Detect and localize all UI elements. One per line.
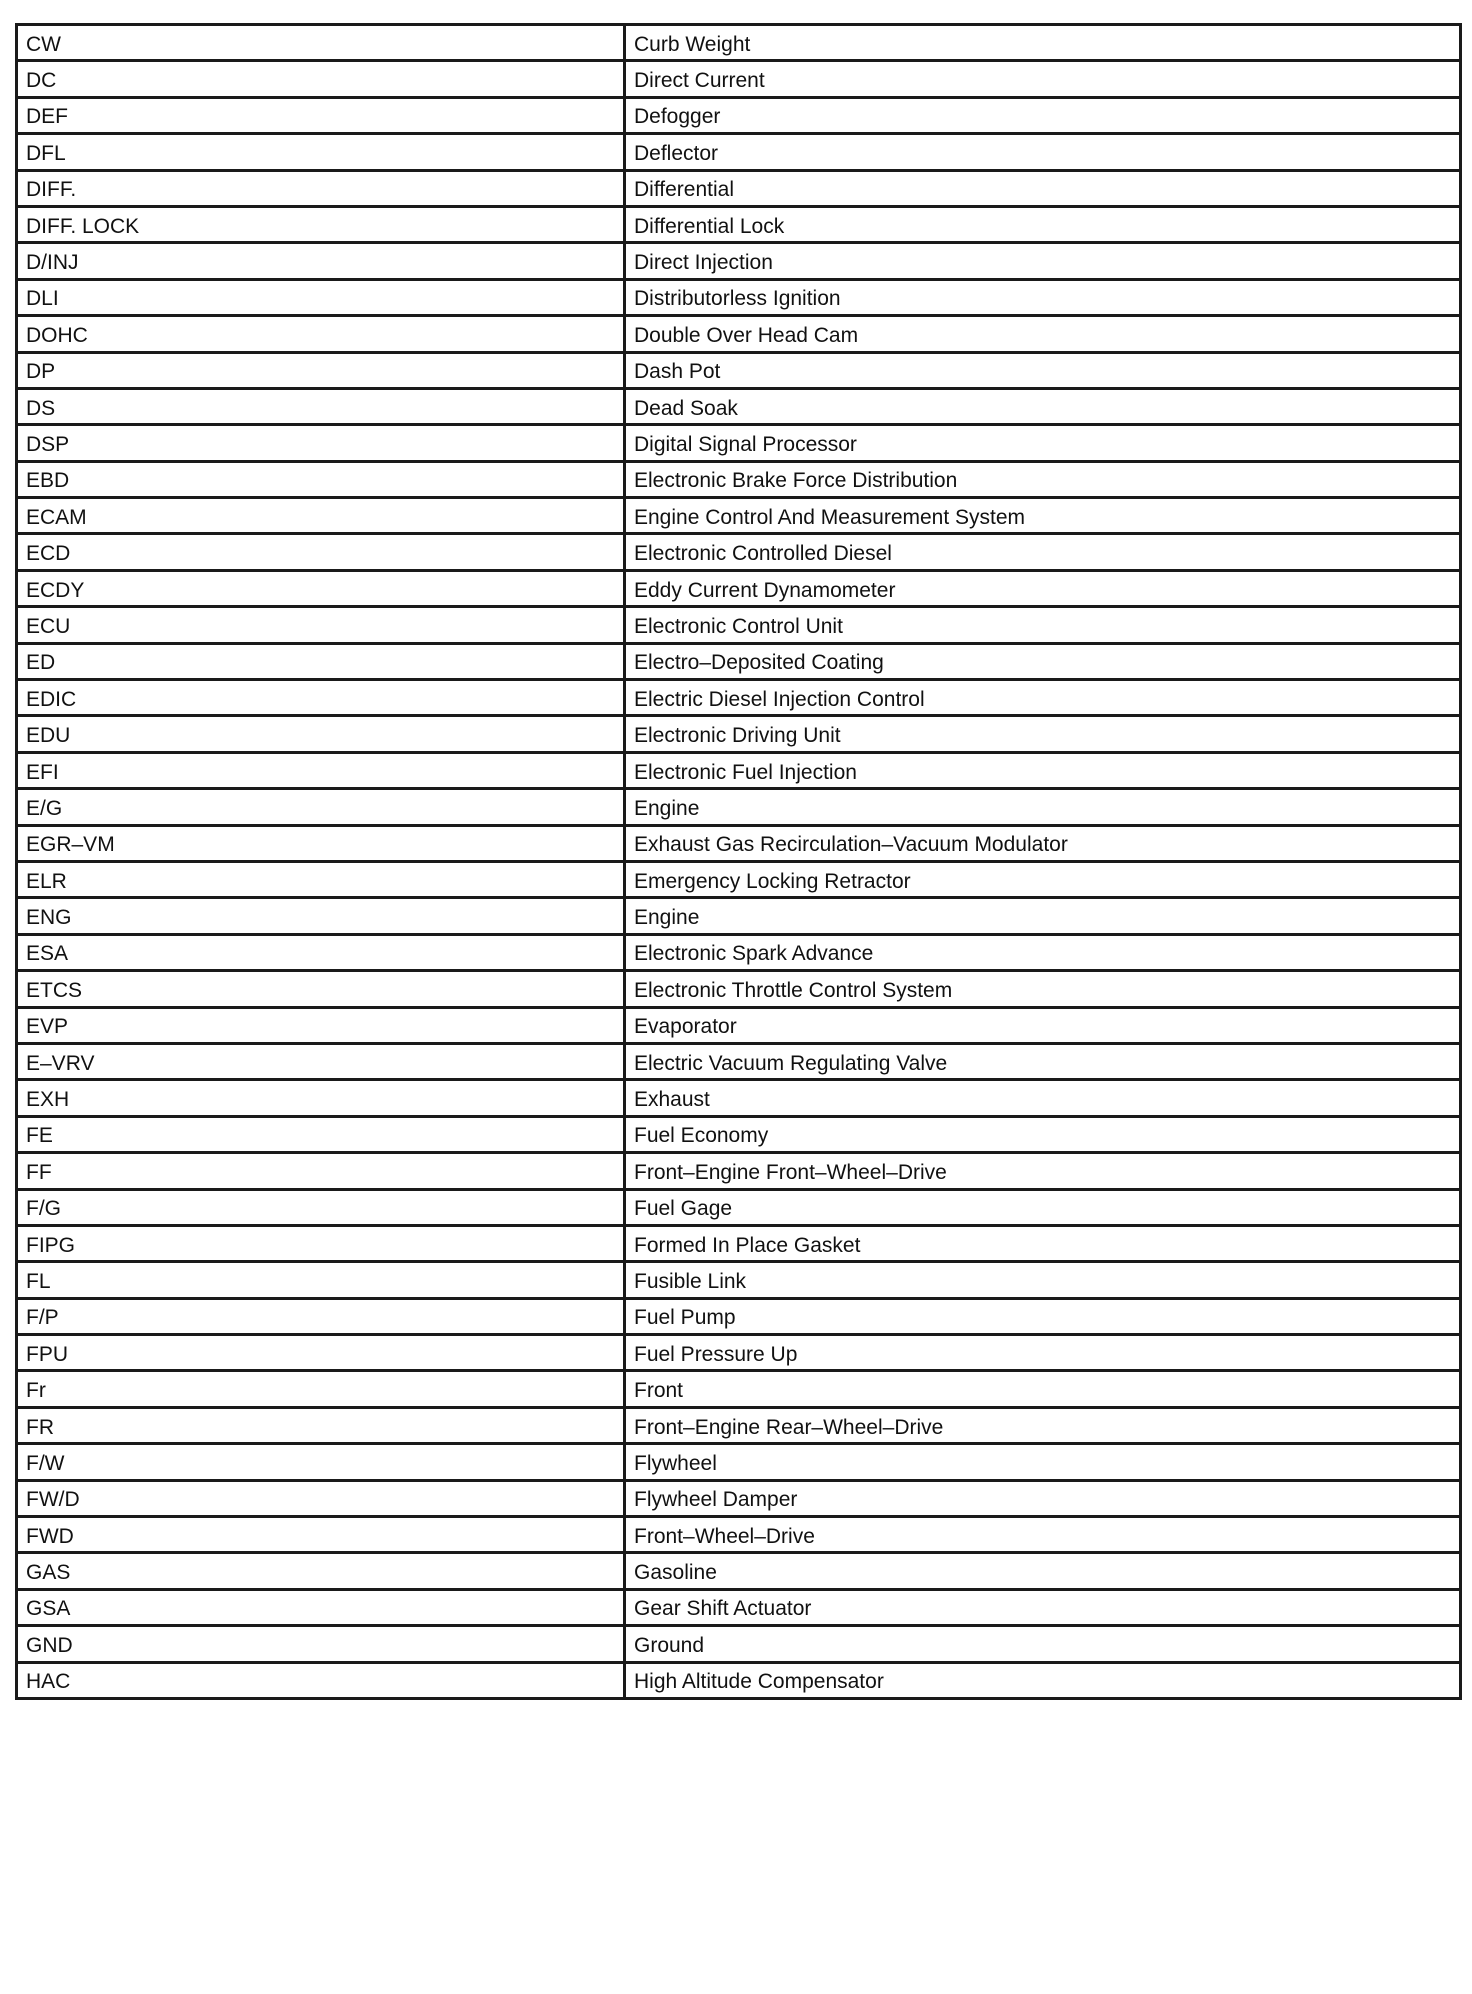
meaning-cell: Emergency Locking Retractor <box>625 861 1461 897</box>
abbreviation-cell: ESA <box>17 934 625 970</box>
abbreviation-cell: ETCS <box>17 971 625 1007</box>
meaning-cell: Gasoline <box>625 1553 1461 1589</box>
meaning-cell: Differential Lock <box>625 206 1461 242</box>
meaning-cell: Eddy Current Dynamometer <box>625 570 1461 606</box>
abbreviation-cell: CW <box>17 25 625 61</box>
meaning-cell: Electronic Driving Unit <box>625 716 1461 752</box>
meaning-cell: Front–Engine Rear–Wheel–Drive <box>625 1407 1461 1443</box>
table-row <box>17 1553 1461 1589</box>
table-row <box>17 680 1461 716</box>
abbreviation-cell: FWD <box>17 1517 625 1553</box>
abbreviation-cell: DIFF. LOCK <box>17 206 625 242</box>
abbreviation-cell: DLI <box>17 279 625 315</box>
meaning-cell: Flywheel Damper <box>625 1480 1461 1516</box>
abbreviation-cell: EBD <box>17 461 625 497</box>
table-row <box>17 97 1461 133</box>
meaning-cell: Exhaust <box>625 1080 1461 1116</box>
abbreviation-cell: FL <box>17 1262 625 1298</box>
table-row <box>17 316 1461 352</box>
abbreviation-cell: E–VRV <box>17 1043 625 1079</box>
table-row <box>17 1407 1461 1443</box>
table-row <box>17 1662 1461 1698</box>
table-row <box>17 461 1461 497</box>
meaning-cell: Gear Shift Actuator <box>625 1589 1461 1625</box>
table-row <box>17 861 1461 897</box>
table-row <box>17 643 1461 679</box>
table-row <box>17 1335 1461 1371</box>
abbreviation-cell: EGR–VM <box>17 825 625 861</box>
meaning-cell: Defogger <box>625 97 1461 133</box>
abbreviation-cell: Fr <box>17 1371 625 1407</box>
table-row <box>17 243 1461 279</box>
abbreviation-cell: DSP <box>17 425 625 461</box>
meaning-cell: Digital Signal Processor <box>625 425 1461 461</box>
abbreviation-cell: F/W <box>17 1444 625 1480</box>
meaning-cell: Front–Engine Front–Wheel–Drive <box>625 1153 1461 1189</box>
abbreviation-cell: F/P <box>17 1298 625 1334</box>
meaning-cell: Distributorless Ignition <box>625 279 1461 315</box>
table-row <box>17 1225 1461 1261</box>
abbreviation-cell: DFL <box>17 134 625 170</box>
table-row <box>17 279 1461 315</box>
meaning-cell: Dead Soak <box>625 388 1461 424</box>
table-row <box>17 1043 1461 1079</box>
table-row <box>17 1298 1461 1334</box>
table-row <box>17 1626 1461 1662</box>
abbreviation-table <box>15 23 1462 1700</box>
abbreviation-cell: EFI <box>17 752 625 788</box>
table-row <box>17 570 1461 606</box>
abbreviation-cell: FIPG <box>17 1225 625 1261</box>
abbreviation-cell: GSA <box>17 1589 625 1625</box>
meaning-cell: Flywheel <box>625 1444 1461 1480</box>
table-row <box>17 825 1461 861</box>
abbreviation-cell: EVP <box>17 1007 625 1043</box>
table-row <box>17 425 1461 461</box>
table-row <box>17 1480 1461 1516</box>
meaning-cell: Ground <box>625 1626 1461 1662</box>
meaning-cell: Front <box>625 1371 1461 1407</box>
meaning-cell: Front–Wheel–Drive <box>625 1517 1461 1553</box>
table-row <box>17 1189 1461 1225</box>
meaning-cell: Fuel Pump <box>625 1298 1461 1334</box>
meaning-cell: Electric Diesel Injection Control <box>625 680 1461 716</box>
abbreviation-cell: DEF <box>17 97 625 133</box>
meaning-cell: Fuel Pressure Up <box>625 1335 1461 1371</box>
table-row <box>17 607 1461 643</box>
abbreviation-cell: GND <box>17 1626 625 1662</box>
table-row <box>17 534 1461 570</box>
table-row <box>17 1444 1461 1480</box>
meaning-cell: Electronic Throttle Control System <box>625 971 1461 1007</box>
table-row <box>17 170 1461 206</box>
abbreviation-cell: EXH <box>17 1080 625 1116</box>
table-row <box>17 498 1461 534</box>
meaning-cell: Electronic Brake Force Distribution <box>625 461 1461 497</box>
meaning-cell: Curb Weight <box>625 25 1461 61</box>
meaning-cell: Double Over Head Cam <box>625 316 1461 352</box>
abbreviation-cell: ECDY <box>17 570 625 606</box>
abbreviation-cell: EDU <box>17 716 625 752</box>
meaning-cell: Direct Injection <box>625 243 1461 279</box>
abbreviation-table-body <box>17 25 1461 1699</box>
abbreviation-cell: DIFF. <box>17 170 625 206</box>
table-row <box>17 1262 1461 1298</box>
table-row <box>17 752 1461 788</box>
meaning-cell: Fuel Economy <box>625 1116 1461 1152</box>
table-row <box>17 352 1461 388</box>
meaning-cell: Exhaust Gas Recirculation–Vacuum Modulator <box>625 825 1461 861</box>
abbreviation-cell: HAC <box>17 1662 625 1698</box>
meaning-cell: High Altitude Compensator <box>625 1662 1461 1698</box>
meaning-cell: Deflector <box>625 134 1461 170</box>
meaning-cell: Electronic Fuel Injection <box>625 752 1461 788</box>
meaning-cell: Evaporator <box>625 1007 1461 1043</box>
abbreviation-cell: FPU <box>17 1335 625 1371</box>
table-row <box>17 1007 1461 1043</box>
meaning-cell: Differential <box>625 170 1461 206</box>
table-row <box>17 898 1461 934</box>
abbreviation-cell: FW/D <box>17 1480 625 1516</box>
meaning-cell: Electronic Spark Advance <box>625 934 1461 970</box>
meaning-cell: Electro–Deposited Coating <box>625 643 1461 679</box>
meaning-cell: Formed In Place Gasket <box>625 1225 1461 1261</box>
abbreviation-cell: ECAM <box>17 498 625 534</box>
meaning-cell: Engine <box>625 898 1461 934</box>
abbreviation-cell: EDIC <box>17 680 625 716</box>
abbreviation-cell: E/G <box>17 789 625 825</box>
abbreviation-cell: DS <box>17 388 625 424</box>
abbreviation-cell: GAS <box>17 1553 625 1589</box>
abbreviation-cell: DP <box>17 352 625 388</box>
abbreviation-cell: FR <box>17 1407 625 1443</box>
abbreviation-cell: DC <box>17 61 625 97</box>
abbreviation-cell: ED <box>17 643 625 679</box>
meaning-cell: Electronic Controlled Diesel <box>625 534 1461 570</box>
table-row <box>17 1153 1461 1189</box>
abbreviation-cell: DOHC <box>17 316 625 352</box>
table-row <box>17 134 1461 170</box>
table-row <box>17 25 1461 61</box>
table-row <box>17 1371 1461 1407</box>
abbreviation-cell: FE <box>17 1116 625 1152</box>
abbreviation-cell: ELR <box>17 861 625 897</box>
meaning-cell: Direct Current <box>625 61 1461 97</box>
meaning-cell: Fuel Gage <box>625 1189 1461 1225</box>
table-row <box>17 1589 1461 1625</box>
table-row <box>17 934 1461 970</box>
meaning-cell: Engine Control And Measurement System <box>625 498 1461 534</box>
abbreviation-cell: ECU <box>17 607 625 643</box>
table-row <box>17 1517 1461 1553</box>
table-row <box>17 388 1461 424</box>
table-row <box>17 716 1461 752</box>
meaning-cell: Electric Vacuum Regulating Valve <box>625 1043 1461 1079</box>
table-row <box>17 789 1461 825</box>
abbreviation-cell: ECD <box>17 534 625 570</box>
meaning-cell: Fusible Link <box>625 1262 1461 1298</box>
table-row <box>17 206 1461 242</box>
meaning-cell: Dash Pot <box>625 352 1461 388</box>
abbreviation-cell: D/INJ <box>17 243 625 279</box>
meaning-cell: Electronic Control Unit <box>625 607 1461 643</box>
abbreviation-cell: FF <box>17 1153 625 1189</box>
table-row <box>17 1080 1461 1116</box>
meaning-cell: Engine <box>625 789 1461 825</box>
table-row <box>17 971 1461 1007</box>
abbreviation-cell: F/G <box>17 1189 625 1225</box>
table-row <box>17 61 1461 97</box>
table-row <box>17 1116 1461 1152</box>
abbreviation-cell: ENG <box>17 898 625 934</box>
